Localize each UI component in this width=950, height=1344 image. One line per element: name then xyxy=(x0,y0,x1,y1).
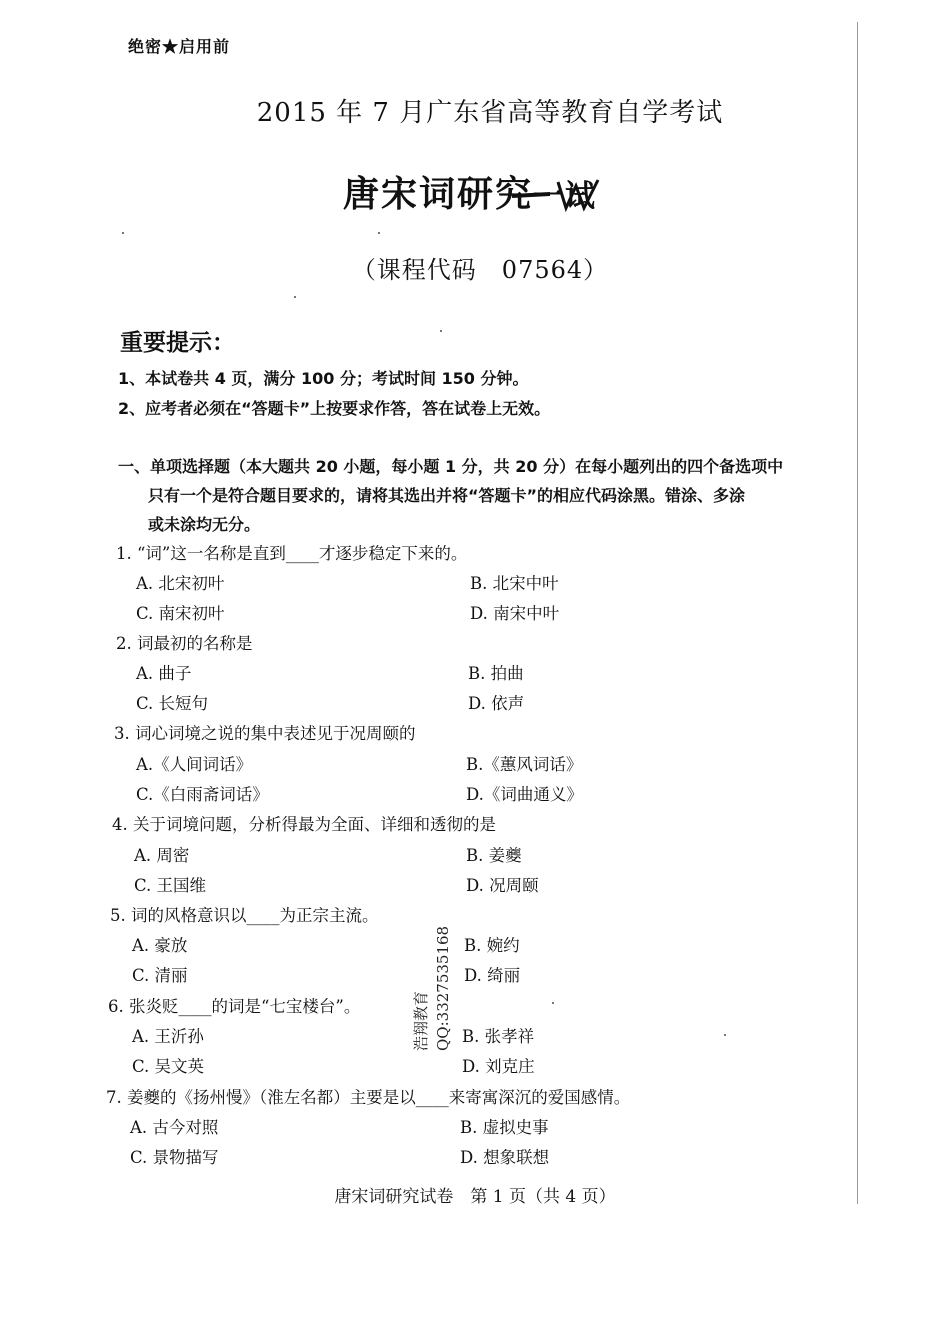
subject-title xyxy=(0,166,940,217)
question-3-option-c: C.《白雨斋词话》 xyxy=(136,785,269,804)
question-1-option-b: B. 北宋中叶 xyxy=(470,574,559,593)
watermark xyxy=(406,915,464,1055)
question-1-stem: 1. “词”这一名称是直到____才逐步稳定下来的。 xyxy=(116,544,468,563)
question-6-stem: 6. 张炎贬____的词是“七宝楼台”。 xyxy=(108,997,361,1016)
question-2-option-a: A. 曲子 xyxy=(136,664,192,683)
question-5-option-b: B. 婉约 xyxy=(464,936,520,955)
question-5-option-a: A. 豪放 xyxy=(132,936,188,955)
scan-speck xyxy=(440,330,442,332)
question-2-stem: 2. 词最初的名称是 xyxy=(116,634,253,653)
handwritten-scribble-icon xyxy=(506,168,606,218)
section-line-2: 只有一个是符合题目要求的，请将其选出并将“答题卡”的相应代码涂黑。错涂、多涂 xyxy=(148,486,746,505)
question-1-option-a: A. 北宋初叶 xyxy=(136,574,225,593)
question-7-stem: 7. 姜夔的《扬州慢》（淮左名都）主要是以____来寄寓深沉的爱国感情。 xyxy=(106,1088,631,1107)
notice-heading: 重要提示： xyxy=(120,330,235,356)
question-7-option-b: B. 虚拟史事 xyxy=(460,1118,549,1137)
question-1-option-d: D. 南宋中叶 xyxy=(470,604,560,623)
watermark-line-1: 浩翔教育 xyxy=(412,990,430,1051)
question-6-option-d: D. 刘克庄 xyxy=(462,1057,535,1076)
question-4-option-c: C. 王国维 xyxy=(134,876,207,895)
question-3-stem: 3. 词心词境之说的集中表述见于况周颐的 xyxy=(114,724,416,743)
question-4-stem: 4. 关于词境问题，分析得最为全面、详细和透彻的是 xyxy=(112,815,496,834)
question-7-option-d: D. 想象联想 xyxy=(460,1148,550,1167)
question-4-option-d: D. 况周颐 xyxy=(466,876,539,895)
section-line-3: 或未涂均无分。 xyxy=(148,515,261,534)
question-4-option-b: B. 姜夔 xyxy=(466,846,522,865)
question-1-option-c: C. 南宋初叶 xyxy=(136,604,225,623)
exam-title: 2015 年 7 月广东省高等教育自学考试 xyxy=(256,98,724,128)
watermark-line-2: QQ:3327535168 xyxy=(434,925,452,1051)
section-instructions xyxy=(118,452,858,539)
question-3-option-b: B.《蕙风词话》 xyxy=(466,755,583,774)
subject-suffix: 一试 xyxy=(533,179,597,214)
course-code: （课程代码 07564） xyxy=(351,256,609,284)
question-4-option-a: A. 周密 xyxy=(134,846,190,865)
page-footer: 唐宋词研究试卷 第 1 页（共 4 页） xyxy=(334,1187,616,1207)
scan-speck xyxy=(122,232,124,234)
notice-line-2: 2、应考者必须在“答题卡”上按要求作答，答在试卷上无效。 xyxy=(118,399,551,418)
scan-speck xyxy=(294,296,296,298)
question-2-option-c: C. 长短句 xyxy=(136,694,209,713)
question-5-option-c: C. 清丽 xyxy=(132,966,188,985)
question-2-option-b: B. 拍曲 xyxy=(468,664,524,683)
question-6-option-a: A. 王沂孙 xyxy=(132,1027,204,1046)
question-5-option-d: D. 绮丽 xyxy=(464,966,521,985)
notice-line-1: 1、本试卷共 4 页，满分 100 分；考试时间 150 分钟。 xyxy=(118,369,529,388)
question-6-option-b: B. 张孝祥 xyxy=(462,1027,535,1046)
scan-speck xyxy=(724,1034,726,1036)
section-line-1: 一、单项选择题（本大题共 20 小题，每小题 1 分，共 20 分）在每小题列出的四个备选项中 xyxy=(118,457,784,476)
question-6-option-c: C. 吴文英 xyxy=(132,1057,205,1076)
secret-mark: 绝密★启用前 xyxy=(128,37,231,56)
question-7-option-c: C. 景物描写 xyxy=(130,1148,219,1167)
scan-speck xyxy=(552,1002,554,1004)
subject-name: 唐宋词研究 xyxy=(342,173,533,215)
question-7-option-a: A. 古今对照 xyxy=(130,1118,219,1137)
scan-speck xyxy=(378,232,380,234)
question-5-stem: 5. 词的风格意识以____为正宗主流。 xyxy=(110,906,379,925)
question-3-option-d: D.《词曲通义》 xyxy=(466,785,583,804)
question-3-option-a: A.《人间词话》 xyxy=(136,755,253,774)
question-2-option-d: D. 依声 xyxy=(468,694,525,713)
